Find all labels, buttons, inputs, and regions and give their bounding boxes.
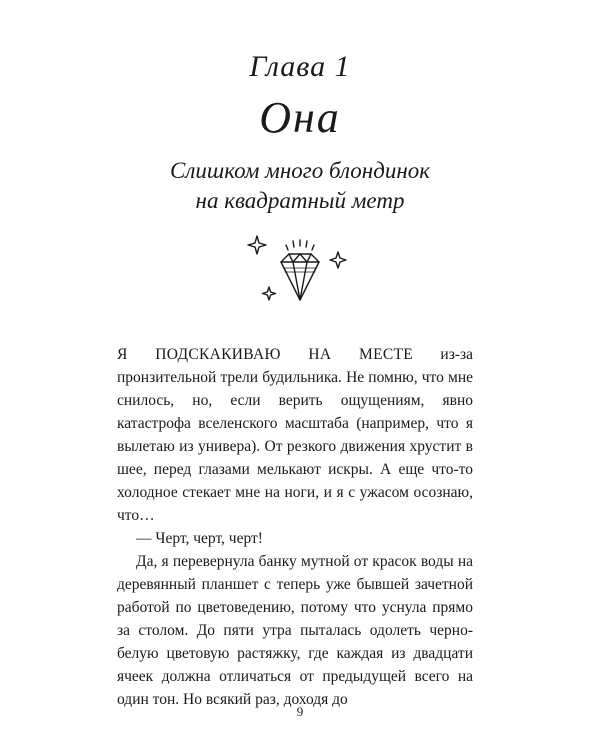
subtitle-line-2: на квадратный метр bbox=[195, 188, 405, 213]
chapter-title: Она bbox=[259, 93, 341, 142]
lead-in-text: Я ПОДСКАКИВАЮ НА МЕСТЕ bbox=[117, 346, 414, 363]
diamond-sparkle-icon bbox=[245, 232, 355, 312]
paragraph-1 bbox=[117, 343, 473, 527]
body-text bbox=[117, 343, 473, 711]
paragraph-1-text: из-за пронзительной трели будильника. Не помню, что мне снилось, но, если верить ощущениям, явно катастрофа вселенского масштаба (например, что я вылетаю из универа). От резкого движения хрустит в шее, перед глазами мелькают искры. А еще что-то холодное стекает мне на ноги, и я с ужасом осознаю, что… bbox=[117, 346, 473, 524]
chapter-label: Глава 1 bbox=[249, 50, 351, 83]
subtitle-line-1: Слишком много блондинок bbox=[170, 158, 430, 183]
page-number: 9 bbox=[296, 704, 304, 719]
paragraph-2: — Черт, черт, черт! bbox=[136, 530, 263, 547]
chapter-subtitle bbox=[0, 156, 600, 216]
paragraph-3: Да, я перевернула банку мутной от красок воды на деревянный планшет с теперь уже бывшей зачетной работой по цветоведению, потому что уснула прямо за столом. До пяти утра пыталась одолеть черно-белую цветовую растяжку, где каждая из двадцати ячеек должна отличаться от предыдущей всего на один тон. Но всякий раз, доходя до bbox=[117, 553, 473, 708]
